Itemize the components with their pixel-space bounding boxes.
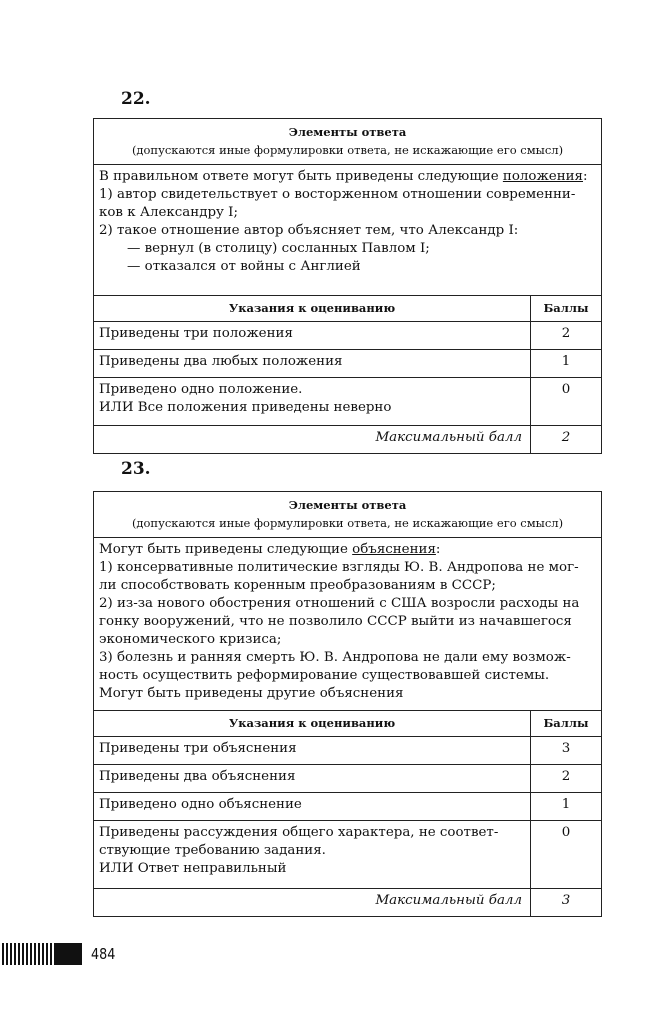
body-intro bbox=[99, 541, 596, 559]
criteria-text: Приведены три положения bbox=[94, 322, 531, 350]
criteria-points: 0 bbox=[531, 378, 602, 426]
body-intro bbox=[99, 168, 596, 186]
answer-body bbox=[94, 165, 602, 296]
intro-underlined: объяснения bbox=[352, 542, 436, 557]
max-score-row bbox=[94, 426, 602, 454]
criteria-text: Приведены два любых положения bbox=[94, 350, 531, 378]
criteria-header: Указания к оцениванию bbox=[94, 711, 531, 737]
max-score-row bbox=[94, 889, 602, 917]
answer-table bbox=[93, 118, 602, 454]
max-score-value: 3 bbox=[531, 889, 602, 917]
criteria-text: Приведены два объяснения bbox=[94, 765, 531, 793]
max-score-label: Максимальный балл bbox=[94, 889, 531, 917]
answer-elements-header bbox=[94, 119, 602, 165]
criteria-line: Приведены рассуждения общего характера, не соответ- bbox=[99, 825, 499, 840]
body-line: 3) болезнь и ранняя смерть Ю. В. Андропова не дали ему возмож- bbox=[99, 650, 571, 665]
criteria-row bbox=[94, 821, 602, 889]
body-line: гонку вооружений, что не позволило СССР выйти из начавшегося bbox=[99, 614, 572, 629]
body-line: — вернул (в столицу) сосланных Павлом I; bbox=[127, 241, 430, 256]
criteria-points: 2 bbox=[531, 765, 602, 793]
criteria-points: 1 bbox=[531, 350, 602, 378]
header-subtitle: (допускаются иные формулировки ответа, не искажающие его смысл) bbox=[131, 143, 564, 157]
intro-text: В правильном ответе могут быть приведены следующие bbox=[99, 169, 503, 184]
criteria-text: Приведено одно объяснение bbox=[94, 793, 531, 821]
question-number: 23. bbox=[121, 459, 151, 479]
body-line: 1) автор свидетельствует о восторженном отношении современни- bbox=[99, 187, 576, 202]
body-line: ность осуществить реформирование существовавшей системы. bbox=[99, 668, 550, 683]
points-header: Баллы bbox=[531, 711, 602, 737]
body-line: 2) такое отношение автор объясняет тем, что Александр I: bbox=[99, 223, 519, 238]
answer-body bbox=[94, 538, 602, 711]
body-line: — отказался от войны с Англией bbox=[127, 259, 361, 274]
question-number: 22. bbox=[121, 89, 151, 109]
criteria-points: 1 bbox=[531, 793, 602, 821]
header-subtitle: (допускаются иные формулировки ответа, не искажающие его смысл) bbox=[131, 516, 564, 530]
body-line: 1) консервативные политические взгляды Ю. В. Андропова не мог- bbox=[99, 560, 579, 575]
criteria-text bbox=[94, 821, 531, 889]
criteria-line: ИЛИ Все положения приведены неверно bbox=[99, 400, 392, 415]
criteria-line: ИЛИ Ответ неправильный bbox=[99, 861, 287, 876]
page-number: 484 bbox=[91, 945, 116, 963]
criteria-line: Приведено одно положение. bbox=[99, 382, 303, 397]
body-line: Могут быть приведены другие объяснения bbox=[99, 686, 404, 701]
body-line: 2) из-за нового обострения отношений с США возросли расходы на bbox=[99, 596, 580, 611]
max-score-label: Максимальный балл bbox=[94, 426, 531, 454]
body-line: ков к Александру I; bbox=[99, 205, 238, 220]
intro-suffix: : bbox=[435, 542, 441, 557]
criteria-row bbox=[94, 793, 602, 821]
header-title: Элементы ответа bbox=[288, 498, 407, 512]
criteria-text: Приведены три объяснения bbox=[94, 737, 531, 765]
body-line: ли способствовать коренным преобразованиям в СССР; bbox=[99, 578, 496, 593]
criteria-points: 2 bbox=[531, 322, 602, 350]
criteria-row bbox=[94, 322, 602, 350]
criteria-text bbox=[94, 378, 531, 426]
body-line: экономического кризиса; bbox=[99, 632, 282, 647]
page-marker-bar bbox=[2, 943, 82, 965]
criteria-row bbox=[94, 765, 602, 793]
answer-elements-header bbox=[94, 492, 602, 538]
max-score-value: 2 bbox=[531, 426, 602, 454]
criteria-row bbox=[94, 350, 602, 378]
intro-text: Могут быть приведены следующие bbox=[99, 542, 353, 557]
criteria-points: 0 bbox=[531, 821, 602, 889]
answer-table bbox=[93, 491, 602, 917]
criteria-row bbox=[94, 737, 602, 765]
criteria-points: 3 bbox=[531, 737, 602, 765]
intro-underlined: положения bbox=[502, 169, 583, 184]
criteria-header: Указания к оцениванию bbox=[94, 296, 531, 322]
header-title: Элементы ответа bbox=[288, 125, 407, 139]
criteria-row bbox=[94, 378, 602, 426]
criteria-line: ствующие требованию задания. bbox=[99, 843, 326, 858]
points-header: Баллы bbox=[531, 296, 602, 322]
intro-suffix: : bbox=[583, 169, 588, 184]
